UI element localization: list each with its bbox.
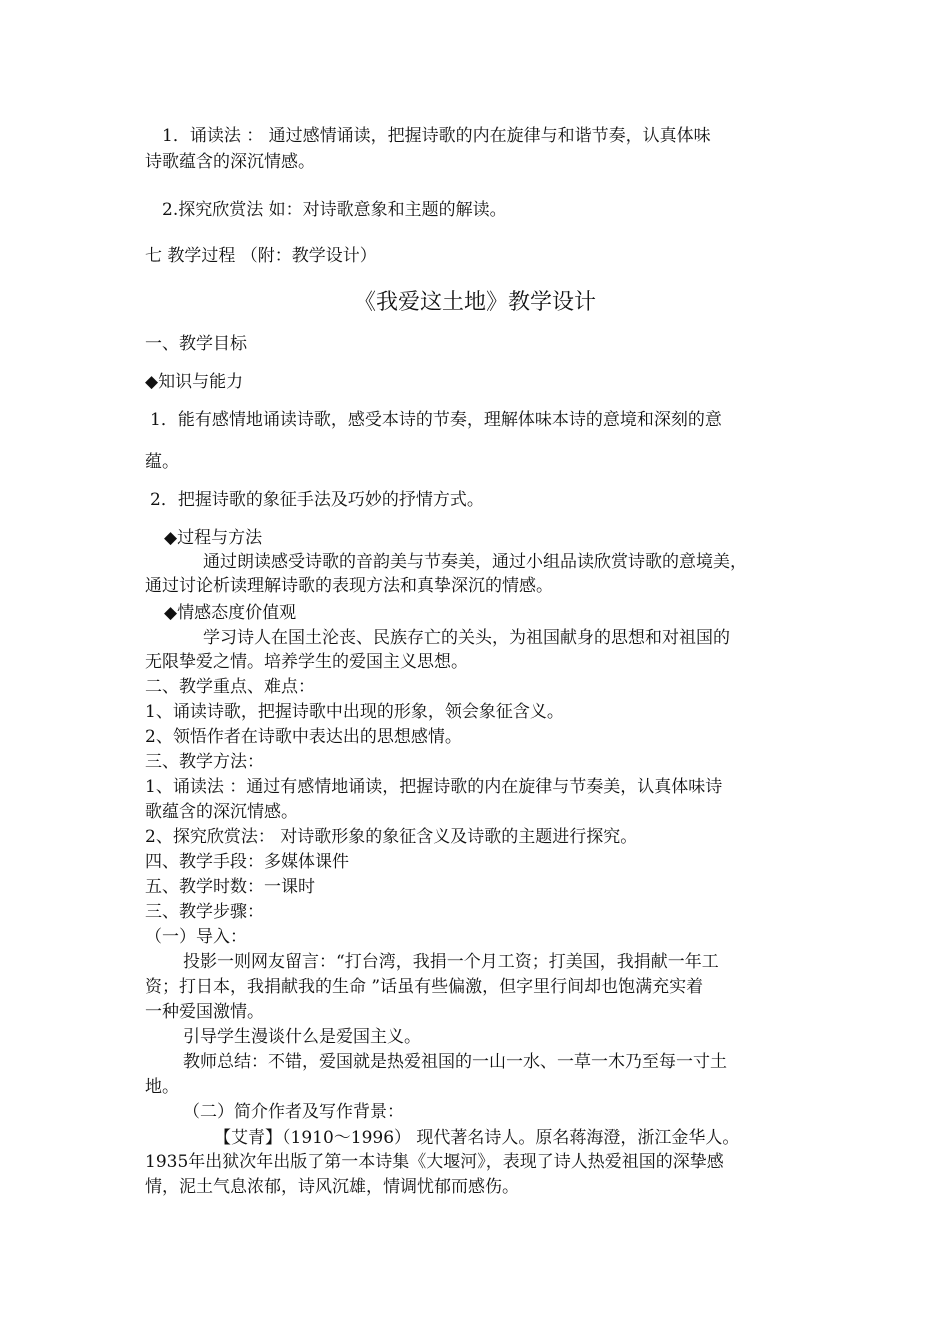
method-a: 1、诵读法 ：通过有感情地诵读，把握诗歌的内在旋律与节奏美，认真体味诗 [145, 777, 723, 797]
knowledge-item-1: 1．能有感情地诵读诗歌，感受本诗的节奏，理解体味本诗的意境和深刻的意 [150, 410, 722, 430]
key-point-1: 1、诵读诗歌，把握诗歌中出现的形象，领会象征含义。 [145, 702, 564, 722]
process-heading: ◆过程与方法 [164, 528, 263, 548]
values-text-1: 学习诗人在国土沦丧、民族存亡的关头，为祖国献身的思想和对祖国的 [203, 628, 730, 648]
knowledge-item-1-cont: 蕴。 [145, 452, 179, 472]
author-text-3: 情，泥土气息浓郁，诗风沉雄，情调忧郁而感伤。 [145, 1177, 519, 1197]
intro-text-2: 资；打日本，我捐献我的生命 ”话虽有些偏激，但字里行间却也饱满充实着 [145, 977, 704, 997]
values-heading: ◆情感态度价值观 [164, 603, 297, 623]
method-2-line: 2.探究欣赏法 如：对诗歌意象和主题的解读。 [162, 200, 507, 220]
teaching-hours: 五、教学时数：一课时 [145, 877, 315, 897]
process-text-2: 通过讨论析读理解诗歌的表现方法和真挚深沉的情感。 [145, 576, 553, 596]
intro-text-1: 投影一则网友留言：“打台湾，我捐一个月工资；打美国，我捐献一年工 [183, 952, 719, 972]
intro-text-6: 地。 [145, 1077, 179, 1097]
steps-heading: 三、教学步骤： [145, 902, 264, 922]
author-text-2: 1935年出狱次年出版了第一本诗集《大堰河》，表现了诗人热爱祖国的深挚感 [145, 1152, 724, 1172]
method-b: 2、探究欣赏法： 对诗歌形象的象征含义及诗歌的主题进行探究。 [145, 827, 638, 847]
intro-text-5: 教师总结：不错，爱国就是热爱祖国的一山一水、一草一木乃至每一寸土 [183, 1052, 727, 1072]
intro-text-4: 引导学生漫谈什么是爱国主义。 [183, 1027, 421, 1047]
method-1-line: 1．诵读法 ： 通过感情诵读，把握诗歌的内在旋律与和谐节奏，认真体味 [162, 126, 711, 146]
knowledge-heading: ◆知识与能力 [145, 372, 244, 392]
methods-heading: 三、教学方法： [145, 752, 264, 772]
intro-heading: （一）导入： [145, 927, 247, 947]
method-a-cont: 歌蕴含的深沉情感。 [145, 802, 298, 822]
author-text-1: 【艾青】（1910～1996） 现代著名诗人。原名蒋海澄，浙江金华人。 [214, 1128, 740, 1148]
teaching-tools: 四、教学手段：多媒体课件 [145, 852, 349, 872]
values-text-2: 无限挚爱之情。培养学生的爱国主义思想。 [145, 652, 468, 672]
author-heading: （二）简介作者及写作背景： [183, 1102, 404, 1122]
key-point-2: 2、领悟作者在诗歌中表达出的思想感情。 [145, 727, 462, 747]
intro-text-3: 一种爱国激情。 [145, 1002, 264, 1022]
method-1-cont: 诗歌蕴含的深沉情感。 [145, 152, 315, 172]
objectives-heading: 一、教学目标 [145, 334, 247, 354]
section-7-heading: 七 教学过程 （附：教学设计） [145, 246, 377, 266]
document-title: 《我爱这土地》教学设计 [353, 290, 596, 315]
key-points-heading: 二、教学重点、难点： [145, 677, 315, 697]
knowledge-item-2: 2．把握诗歌的象征手法及巧妙的抒情方式。 [150, 490, 484, 510]
process-text-1: 通过朗读感受诗歌的音韵美与节奏美，通过小组品读欣赏诗歌的意境美， [203, 552, 747, 572]
